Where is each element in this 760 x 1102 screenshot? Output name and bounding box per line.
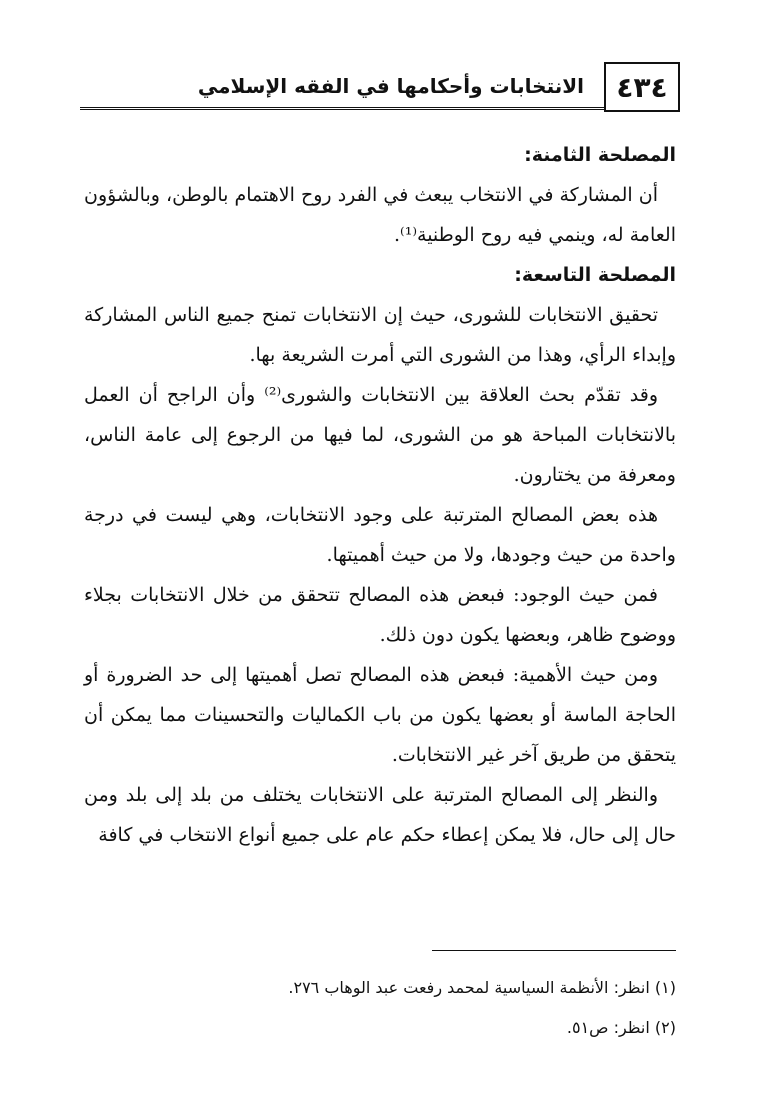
running-title: الانتخابات وأحكامها في الفقه الإسلامي bbox=[197, 74, 584, 98]
body-text bbox=[84, 135, 676, 855]
paragraph: أن المشاركة في الانتخاب يبعث في الفرد روح الاهتمام بالوطن، وبالشؤون العامة له، وينمي فيه روح الوطنية⁽¹⁾. bbox=[84, 184, 676, 246]
paragraph: فمن حيث الوجود: فبعض هذه المصالح تتحقق من خلال الانتخابات بجلاء ووضوح ظاهر، وبعضها يكون دون ذلك. bbox=[84, 584, 676, 646]
section-heading: المصلحة التاسعة: bbox=[514, 264, 676, 286]
paragraph: والنظر إلى المصالح المترتبة على الانتخابات يختلف من بلد إلى بلد ومن حال إلى حال، فلا يمكن إعطاء حكم عام على جميع أنواع الانتخاب في كافة bbox=[84, 784, 676, 846]
page-number: ٤٣٤ bbox=[604, 62, 680, 112]
section-heading: المصلحة الثامنة: bbox=[524, 144, 676, 166]
footnote: (١) انظر: الأنظمة السياسية لمحمد رفعت عبد الوهاب ٢٧٦. bbox=[288, 978, 676, 997]
header-rule bbox=[80, 107, 604, 110]
paragraph: تحقيق الانتخابات للشورى، حيث إن الانتخابات تمنح جميع الناس المشاركة وإبداء الرأي، وهذا من الشورى التي أمرت الشريعة بها. bbox=[84, 304, 676, 366]
paragraph: ومن حيث الأهمية: فبعض هذه المصالح تصل أهميتها إلى حد الضرورة أو الحاجة الماسة أو بعضها يكون من باب الكماليات والتحسينات مما يمكن أن يتحقق من طريق آخر غير الانتخابات. bbox=[84, 664, 676, 766]
paragraph: وقد تقدّم بحث العلاقة بين الانتخابات والشورى⁽²⁾ وأن الراجح أن العمل بالانتخابات المباحة هو من الشورى، لما فيها من الرجوع إلى عامة الناس، ومعرفة من يختارون. bbox=[84, 384, 676, 486]
paragraph: هذه بعض المصالح المترتبة على وجود الانتخابات، وهي ليست في درجة واحدة من حيث وجودها، ولا من حيث أهميتها. bbox=[84, 504, 676, 566]
footnotes bbox=[84, 968, 676, 1048]
footnote: (٢) انظر: ص٥١. bbox=[566, 1018, 676, 1037]
page-header bbox=[80, 62, 680, 116]
footnote-rule bbox=[432, 950, 676, 951]
